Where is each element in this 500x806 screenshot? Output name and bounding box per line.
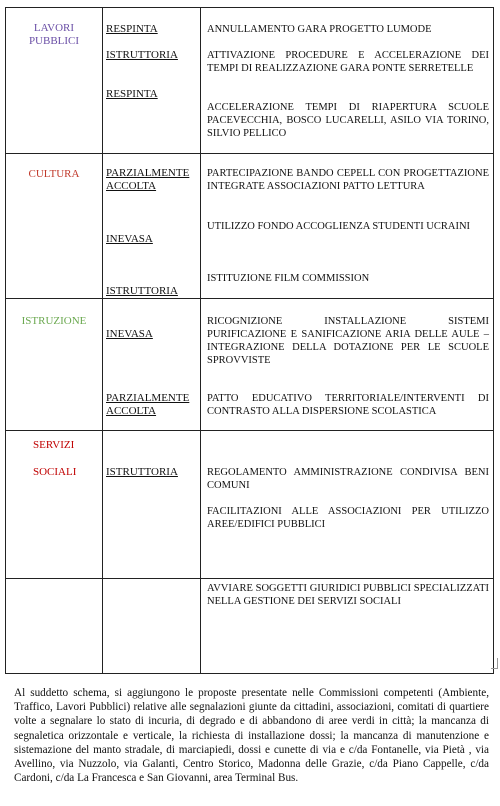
status-label: INEVASA: [106, 328, 153, 340]
table-row: [6, 579, 494, 674]
proposal-cell: [201, 154, 494, 299]
proposal-text: ANNULLAMENTO GARA PROGETTO LUMODE: [207, 24, 432, 35]
proposal-text: AVVIARE SOGGETTI GIURIDICI PUBBLICI SPECIALIZZATI NELLA GESTIONE DEI SERVIZI SOCIALI: [207, 583, 489, 607]
category-cell: [6, 431, 103, 579]
status-label: RESPINTA: [106, 88, 158, 100]
table-row: [6, 299, 494, 431]
proposal-text: UTILIZZO FONDO ACCOGLIENZA STUDENTI UCRAINI: [207, 221, 471, 232]
status-cell: [103, 431, 201, 579]
category-label: SOCIALI: [33, 466, 77, 478]
table-row: [6, 154, 494, 299]
status-label: INEVASA: [106, 233, 153, 245]
status-label: ISTRUTTORIA: [106, 466, 178, 478]
category-cell: [6, 299, 103, 431]
status-label: PARZIALMENTE ACCOLTA: [106, 167, 190, 192]
status-label: ISTRUTTORIA: [106, 49, 178, 61]
proposals-table: [5, 7, 494, 674]
proposal-text: ATTIVAZIONE PROCEDURE E ACCELERAZIONE DEI TEMPI DI REALIZZAZIONE GARA PONTE SERRETELLE: [207, 50, 489, 74]
status-cell: [103, 299, 201, 431]
notes-paragraph: Al suddetto schema, si aggiungono le proposte presentate nelle Commissioni competenti (Ambiente, Traffico, Lavori Pubblici) relative alle segnalazioni giunte da cittadini, associazioni, comitati di quartiere volte a segnalare lo stato di incuria, di degrado e di abbandono di aree verdi in città; la mancanza di segnaletica orizzontale e verticale, la richiesta di installazione dossi; la mancanza di manutenzione e sistemazione del manto stradale, di marciapiedi, dossi e cunette di via e c/da Fontanelle, via Pietà , via Avellino, via Nuzzolo, via Galanti, Centro Storico, Madonna delle Grazie, c/da Piano Cappelle, c/da Cardoni, c/da La Francesca e San Giovanni, area Terminal Bus.: [14, 687, 489, 785]
status-label: ISTRUTTORIA: [106, 285, 178, 297]
category-label: CULTURA: [28, 168, 80, 180]
status-label: RESPINTA: [106, 23, 158, 35]
proposal-text: ISTITUZIONE FILM COMMISSION: [207, 273, 370, 284]
page-corner-mark: [491, 658, 498, 669]
proposal-cell: [201, 299, 494, 431]
category-label: SERVIZI: [33, 439, 75, 451]
proposal-cell: [201, 8, 494, 154]
table-row: [6, 8, 494, 154]
proposal-text: REGOLAMENTO AMMINISTRAZIONE CONDIVISA BENI COMUNI: [207, 467, 489, 491]
category-label: ISTRUZIONE: [21, 315, 87, 327]
proposal-text: PATTO EDUCATIVO TERRITORIALE/INTERVENTI DI CONTRASTO ALLA DISPERSIONE SCOLASTICA: [207, 393, 489, 417]
category-cell: [6, 579, 103, 674]
table-row: [6, 431, 494, 579]
status-label: PARZIALMENTE ACCOLTA: [106, 392, 190, 417]
category-cell: [6, 154, 103, 299]
proposal-cell: [201, 579, 494, 674]
category-label: LAVORI PUBBLICI: [28, 22, 80, 47]
proposal-text: ACCELERAZIONE TEMPI DI RIAPERTURA SCUOLE PACEVECCHIA, BOSCO LUCARELLI, ASILO VIA TORINO, SILVIO PELLICO: [207, 102, 489, 139]
proposal-text: PARTECIPAZIONE BANDO CEPELL CON PROGETTAZIONE INTEGRATE ASSOCIAZIONI PATTO LETTURA: [207, 168, 489, 192]
proposal-text: FACILITAZIONI ALLE ASSOCIAZIONI PER UTILIZZO AREE/EDIFICI PUBBLICI: [207, 506, 489, 530]
status-cell: [103, 579, 201, 674]
status-cell: [103, 154, 201, 299]
proposal-text: RICOGNIZIONE INSTALLAZIONE SISTEMI PURIFICAZIONE E SANIFICAZIONE ARIA DELLE AULE – INTEGRAZIONE DELLA DOTAZIONE PER LE SCUOLE SPROVVISTE: [207, 316, 489, 366]
category-cell: [6, 8, 103, 154]
status-cell: [103, 8, 201, 154]
proposal-cell: [201, 431, 494, 579]
